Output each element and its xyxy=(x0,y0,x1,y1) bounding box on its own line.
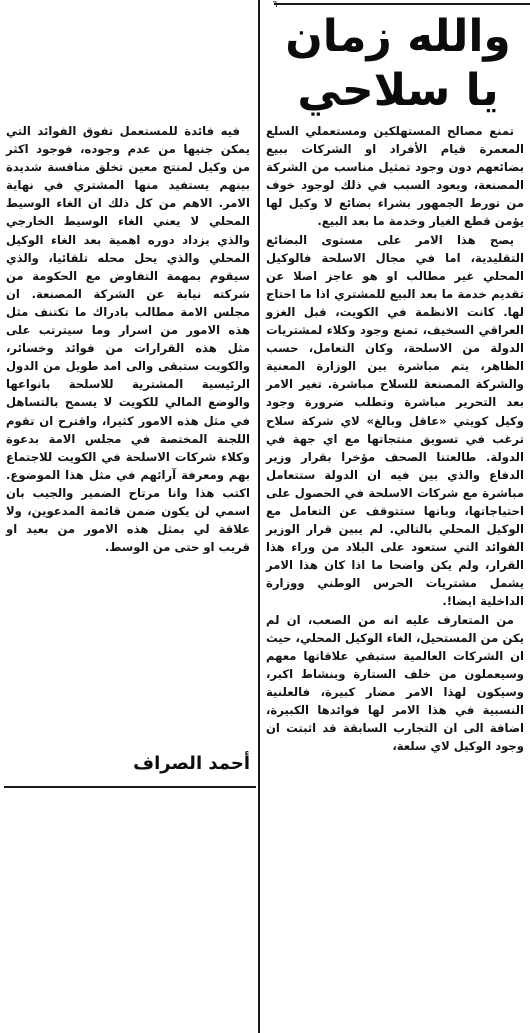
headline-line-1: والله زمان xyxy=(285,11,511,62)
paragraph: من المتعارف عليه انه من الصعب، ان لم يكن من المستحيل، الغاء الوكيل المحلي، حيث ان الشركات العالمية ستبقي علاقاتها معهم وسيعملون من خلف الستارة وبنشاط اكبر، وسيكون لهذا الامر مضار كبيرة، فالعلنية النسبية في هذا الامر لها فوائدها الكبيرة، اضافة الى ان التجارب السابقة قد اثبتت ان وجود الوكيل لاي سلعة، xyxy=(266,612,524,754)
signature-rule xyxy=(4,786,256,788)
left-column xyxy=(6,122,250,556)
headline xyxy=(272,10,524,118)
paragraph: فيه فائدة للمستعمل تفوق الفوائد التي يمكن جنيها من عدم وجوده، فوجود اكثر من وكيل لمنتج معين تخلق منافسة شديدة بينهم يستفيد منها المشتري في نهاية الامر. الاهم من كل ذلك ان الغاء الوسيط المحلي لا يعني الغاء الوسيط الخارجي والذي يزداد دوره اهمية بعد الغاء الوكيل المحلي والذي يحل محله تلقائيا، والذي سيقوم بمهمة التفاوض مع الحكومة من شركته نيابة عن الشركة المصنعة. ان مجلس الامة مطالب بادراك ما تكتنف مثل هذه الامور من اسرار وما سيترتب على مثل هذه القرارات من فوائد وخسائر، والكويت ستبقى والى امد طويل من الدول الرئيسية المشترية للاسلحة بانواعها والوضع المالي للكويت لا يسمح بالتساهل في مثل هذه الامور كثيرا، واقترح ان تقوم اللجنة المختصة في مجلس الامة بدعوة وكلاء شركات الاسلحة في الكويت للاجتماع بهم ومعرفة آرائهم في مثل هذا الموضوع. اكتب هذا وانا مرتاح الضمير والجيب بان اسمي لن يكون ضمن قائمة المدعوين، ولا علاقة لي بمثل هذه الامور من بعيد او قريب او حتى من الوسط. xyxy=(6,124,250,555)
right-column xyxy=(266,122,524,755)
paragraph: يصح هذا الامر على مستوى البضائع التقليدية، اما في مجال الاسلحة فالوكيل المحلي غير مطالب او هو عاجز اصلا عن تقديم خدمة ما بعد البيع للمشتري اذا ما احتاج لها. كانت الانظمة في الكويت، قبل الغزو العراقي السخيف، تمنع وجود وكلاء لمشتريات الدولة من الاسلحة، وكان التعامل، حسب الظاهر، يتم مباشرة بين الوزارة المعنية والشركة المصنعة للسلاح مباشرة. تغير الامر بعد التحرير مباشرة وتطلب ضرورة وجود وكيل كويتي «عاقل وبالغ» لاي شركة سلاح ترغب في تسويق منتجاتها مع اي جهة في الدولة. طالعتنا الصحف مؤخرا بقرار وزير الدفاع والذي بين فيه ان الدولة ستتعامل مباشرة مع شركات الاسلحة في الحصول على احتياجاتها، وبانها ستتوقف عن التعامل مع الوكيل المحلي بالتالي. لم يبين قرار الوزير الفوائد التي ستعود على البلاد من وراء هذا القرار، ولم يكن واضحا ما اذا كان هذا الامر يشمل مشتريات الحرس الوطني ووزارة الداخلية ايضا!. xyxy=(266,232,524,609)
headline-line-2: يا سلاحي xyxy=(297,65,499,116)
column-divider xyxy=(258,0,260,1033)
author-signature: أحمد الصراف xyxy=(133,753,250,774)
page-marker: ٦ xyxy=(272,0,278,10)
top-rule xyxy=(274,3,530,5)
paragraph: تمنع مصالح المستهلكين ومستعملي السلع المعمرة قيام الأفراد او الشركات ببيع بضائعهم دون وجود تمثيل مناسب من الشركة المصنعة، ويعود السبب في ذلك لوجود خوف من تورط الجمهور بشراء بضائع لا وكيل لها يؤمن قطع الغيار وخدمة ما بعد البيع. xyxy=(266,124,524,229)
